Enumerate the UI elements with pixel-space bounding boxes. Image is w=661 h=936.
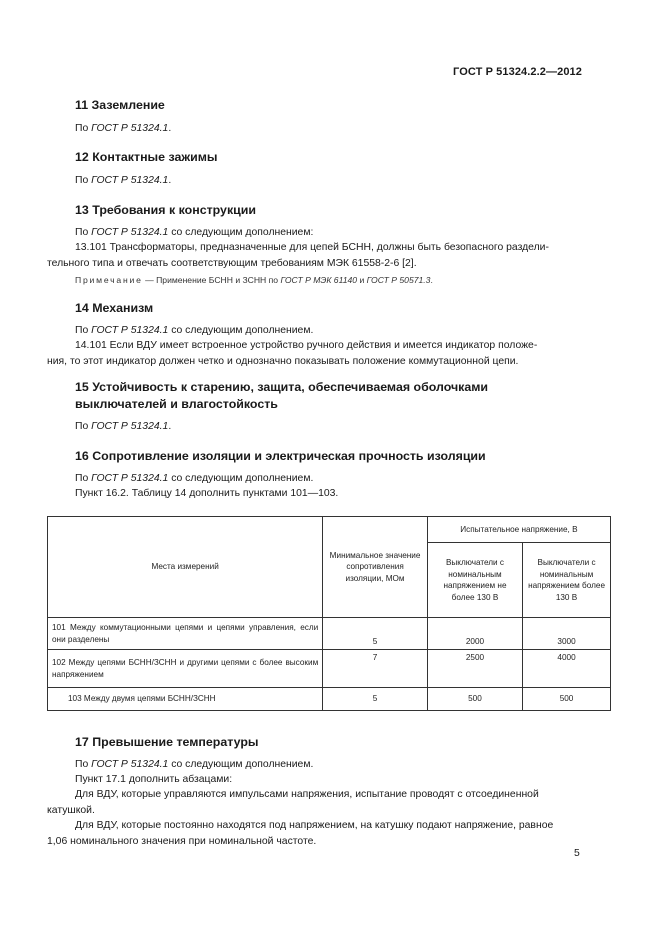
cell-min: 5 [323, 688, 428, 711]
paragraph-line-1: Для ВДУ, которые управляются импульсами напряжения, испытание проводят с отсоединенной [75, 789, 539, 800]
table-row [48, 618, 611, 650]
note-text: . [430, 275, 433, 285]
column-header-test-voltage: Испытательное напряжение, В [427, 517, 610, 543]
text-prefix: По [75, 421, 92, 432]
column-header-switch-gt-130: Выключатели с номинальным напряжением более 130 В [523, 543, 611, 618]
section-12-title: 12 Контактные зажимы [75, 150, 218, 164]
cell-v1: 500 [427, 688, 522, 711]
paragraph-line-1: Для ВДУ, которые постоянно находятся под напряжением, на катушку подают напряжение, равное [75, 820, 554, 831]
cell-v2: 3000 [523, 618, 611, 650]
section-11 [75, 97, 583, 114]
column-header-switch-le-130: Выключатели с номинальным напряжением не более 130 В [427, 543, 522, 618]
column-header-place: Места измерений [48, 517, 323, 618]
section-15-title [75, 379, 583, 413]
table-row [48, 650, 611, 688]
page-number: 5 [574, 848, 580, 859]
document-id-header: ГОСТ Р 51324.2.2—2012 [453, 66, 582, 78]
section-13-note [75, 273, 583, 287]
cell-place: 102 Между цепями БСНН/ЗСНН и другими цепями с более высоким напряжением [48, 650, 323, 688]
clause-line-1: 14.101 Если ВДУ имеет встроенное устройство ручного действия и имеется индикатор положе- [75, 340, 538, 351]
note-text: — Применение БСНН и ЗСНН по [142, 275, 281, 285]
section-13-intro [75, 225, 583, 241]
clause-line-2: ния, то этот индикатор должен четко и однозначно показывать положение коммутационной цепи. [47, 355, 519, 367]
clause-line-1: 13.101 Трансформаторы, предназначенные для цепей БСНН, должны быть безопасного раздели- [75, 242, 549, 253]
cell-min: 7 [323, 650, 428, 688]
text-prefix: По [75, 175, 92, 186]
standard-reference: ГОСТ Р 50571.3 [366, 275, 431, 285]
section-14-title: 14 Механизм [75, 301, 154, 315]
section-14-intro [75, 323, 583, 339]
standard-reference: ГОСТ Р МЭК 61140 [280, 275, 358, 285]
text-suffix: . [168, 123, 172, 134]
standard-reference: ГОСТ Р 51324.1 [91, 325, 169, 336]
text-suffix: . [168, 175, 172, 186]
section-16-intro [75, 471, 583, 487]
standard-reference: ГОСТ Р 51324.1 [91, 473, 169, 484]
text-prefix: По [75, 227, 92, 238]
section-12-text [75, 173, 583, 189]
section-16-title: 16 Сопротивление изоляции и электрическая прочность изоляции [75, 449, 486, 463]
standard-reference: ГОСТ Р 51324.1 [91, 123, 169, 134]
section-14-clause-101 [47, 338, 583, 369]
section-17-title: 17 Превышение температуры [75, 735, 259, 749]
cell-v2: 500 [523, 688, 611, 711]
section-11-title: 11 Заземление [75, 98, 165, 112]
title-line-2: выключателей и влагостойкость [75, 397, 278, 411]
section-17-clause: Пункт 17.1 дополнить абзацами: [75, 774, 233, 785]
cell-place: 101 Между коммутационными цепями и цепями управления, если они разделены [48, 618, 323, 650]
insulation-table [47, 516, 611, 711]
table-row [48, 688, 611, 711]
cell-place: 103 Между двумя цепями БСНН/ЗСНН [48, 688, 323, 711]
note-text: и [357, 275, 367, 285]
text-prefix: По [75, 325, 92, 336]
standard-reference: ГОСТ Р 51324.1 [91, 175, 169, 186]
text-suffix: . [168, 421, 172, 432]
section-11-text [75, 121, 583, 137]
text-suffix: со следующим дополнением. [168, 325, 314, 336]
section-15-text [75, 419, 583, 435]
clause-line-2: тельного типа и отвечать соответствующим требованиям МЭК 61558-2-6 [2]. [47, 257, 417, 269]
section-13-clause-101 [47, 240, 583, 271]
section-17-paragraph-1 [47, 787, 583, 818]
section-13-title: 13 Требования к конструкции [75, 203, 257, 217]
title-line-1: 15 Устойчивость к старению, защита, обеспечиваемая оболочками [75, 380, 489, 394]
text-suffix: со следующим дополнением. [168, 473, 314, 484]
standard-reference: ГОСТ Р 51324.1 [91, 421, 169, 432]
text-prefix: По [75, 123, 92, 134]
paragraph-line-2: катушкой. [47, 804, 95, 816]
cell-v1: 2000 [427, 618, 522, 650]
text-suffix: со следующим дополнением. [168, 759, 314, 770]
cell-v2: 4000 [523, 650, 611, 688]
cell-min: 5 [323, 618, 428, 650]
note-label: Примечание [75, 275, 143, 285]
paragraph-line-2: 1,06 номинального значения при номинальной частоте. [47, 835, 317, 847]
text-suffix: со следующим дополнением: [168, 227, 314, 238]
text-prefix: По [75, 473, 92, 484]
cell-v1: 2500 [427, 650, 522, 688]
text-prefix: По [75, 759, 92, 770]
column-header-min-resistance: Минимальное значение сопротивления изоляции, МОм [323, 517, 428, 618]
standard-reference: ГОСТ Р 51324.1 [91, 759, 169, 770]
section-16-clause: Пункт 16.2. Таблицу 14 дополнить пунктами 101—103. [75, 488, 339, 499]
section-17-paragraph-2 [47, 818, 583, 849]
standard-reference: ГОСТ Р 51324.1 [91, 227, 169, 238]
section-17-intro [75, 757, 583, 773]
